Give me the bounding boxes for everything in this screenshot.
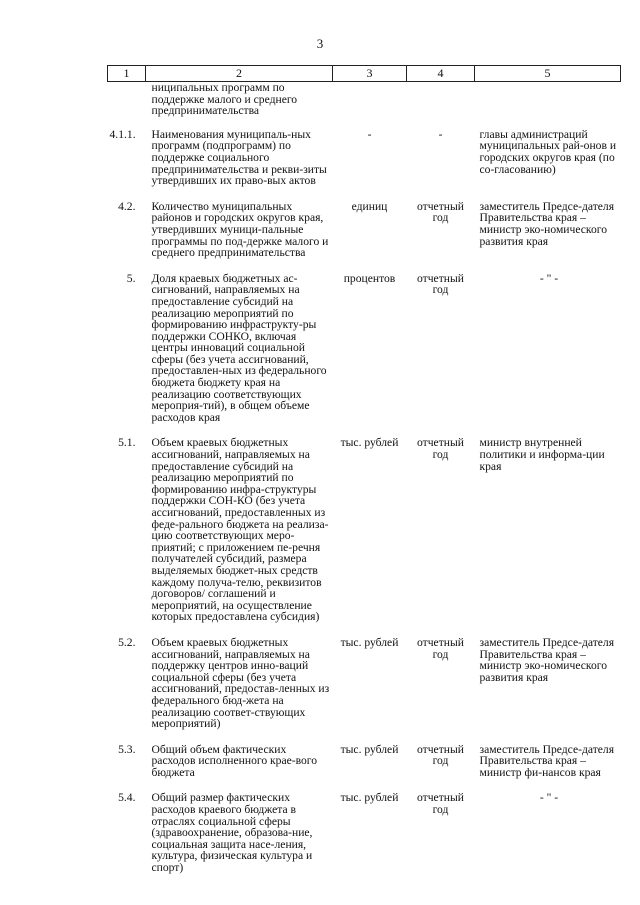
- reporting-period: отчетный год: [417, 635, 464, 661]
- table-header: [108, 66, 621, 82]
- responsible-party: - " -: [539, 791, 559, 805]
- table-row: [108, 82, 621, 129]
- row-number: 5.4.: [118, 791, 136, 805]
- row-number: 5.2.: [118, 635, 136, 649]
- column-header-1: 1: [108, 66, 146, 82]
- reporting-period: отчетный год: [417, 271, 464, 297]
- row-number: 5.: [126, 271, 136, 285]
- unit-of-measure: -: [367, 127, 372, 141]
- responsible-party: министр внутренней политики и информа-ции края: [479, 436, 605, 473]
- table-row: [108, 792, 621, 887]
- responsible-party: заместитель Предсе-дателя Правительства края – министр эко-номического развития края: [479, 199, 615, 248]
- indicator-name: Объем краевых бюджетных ассигнований, направляемых на поддержку центров инно-ваций социальной сферы (без учета ассигнований, предостав-ленных из федерального бюд-жета на реализацию соответ-ствующих мероприятий): [151, 635, 330, 731]
- table-row: [108, 273, 621, 438]
- table-row: [108, 129, 621, 201]
- column-header-3: 3: [333, 66, 407, 82]
- row-number: [108, 82, 146, 129]
- indicator-name: Количество муниципальных районов и городских округов края, утвердивших муници-пальные программы по под-держке малого и среднего предпринимательства: [151, 199, 329, 260]
- row-number: 4.1.1.: [109, 127, 136, 141]
- table-row: [108, 201, 621, 273]
- reporting-period: отчетный год: [417, 436, 464, 462]
- reporting-period: отчетный год: [417, 742, 464, 768]
- unit-of-measure: тыс. рублей: [340, 742, 399, 756]
- unit-of-measure: тыс. рублей: [340, 436, 399, 450]
- table-row: [108, 744, 621, 793]
- row-number: 5.3.: [118, 742, 136, 756]
- unit-of-measure: единиц: [351, 199, 388, 213]
- responsible-party: - " -: [539, 271, 559, 285]
- indicator-name: ниципальных программ по поддержке малого и среднего предпринимательства: [151, 81, 298, 118]
- unit-of-measure: [333, 82, 407, 129]
- indicator-name: Объем краевых бюджетных ассигнований, направляемых на предоставление субсидий на реализацию мероприятий по формированию инфра-структуры поддержки СОН-КО (без учета ассигнований, предоставленных из феде-рального бюджета на реализа-цию соответствующих меро-приятий; с приложением пе-речня получателей субсидий, размера выделяемых бюджет-ных средств каждому получа-телю, реквизитов договоров/ соглашений и мероприятий, на осуществление которых предоставлена субсидия): [151, 436, 329, 624]
- reporting-period: [407, 82, 475, 129]
- column-header-4: 4: [407, 66, 475, 82]
- row-number: 4.2.: [118, 199, 136, 213]
- responsible-party: заместитель Предсе-дателя Правительства края – министр эко-номического развития края: [479, 635, 615, 684]
- table-row: [108, 637, 621, 744]
- indicator-name: Доля краевых бюджетных ас-сигнований, направляемых на предоставление субсидий на реализацию мероприятий по формированию инфраструкту-ры поддержки СОНКО, включая центры инноваций социальной сферы (без учета ассигнований, предоставлен-ных из федерального бюджета бюджету края на реализацию соответствующих мероприя-тий), в общем объеме расходов края: [151, 271, 327, 424]
- page-number: 3: [316, 36, 324, 51]
- table-row: [108, 437, 621, 637]
- indicator-name: Наименования муниципаль-ных программ (подпрограмм) по поддержке социального предпринимательства и рекви-зиты утвердивших их право-вых актов: [151, 127, 327, 188]
- unit-of-measure: процентов: [343, 271, 396, 285]
- column-header-5: 5: [475, 66, 621, 82]
- unit-of-measure: тыс. рублей: [340, 791, 399, 805]
- unit-of-measure: тыс. рублей: [340, 635, 399, 649]
- row-number: 5.1.: [118, 436, 136, 450]
- reporting-period: отчетный год: [417, 791, 464, 817]
- column-header-2: 2: [146, 66, 333, 82]
- indicators-table: [107, 65, 621, 888]
- indicator-name: Общий объем фактических расходов исполненного крае-вого бюджета: [151, 742, 318, 779]
- responsible-party: [475, 82, 621, 129]
- responsible-party: главы администраций муниципальных рай-онов и городских округов края (по со-гласованию): [479, 127, 617, 176]
- indicator-name: Общий размер фактических расходов краевого бюджета в отраслях социальной сферы (здравоохранение, образова-ние, социальная защита насе-ления, культура, физическая культура и спорт): [151, 791, 313, 875]
- responsible-party: заместитель Предсе-дателя Правительства края – министр фи-нансов края: [479, 742, 615, 779]
- reporting-period: отчетный год: [417, 199, 464, 225]
- reporting-period: -: [438, 127, 443, 141]
